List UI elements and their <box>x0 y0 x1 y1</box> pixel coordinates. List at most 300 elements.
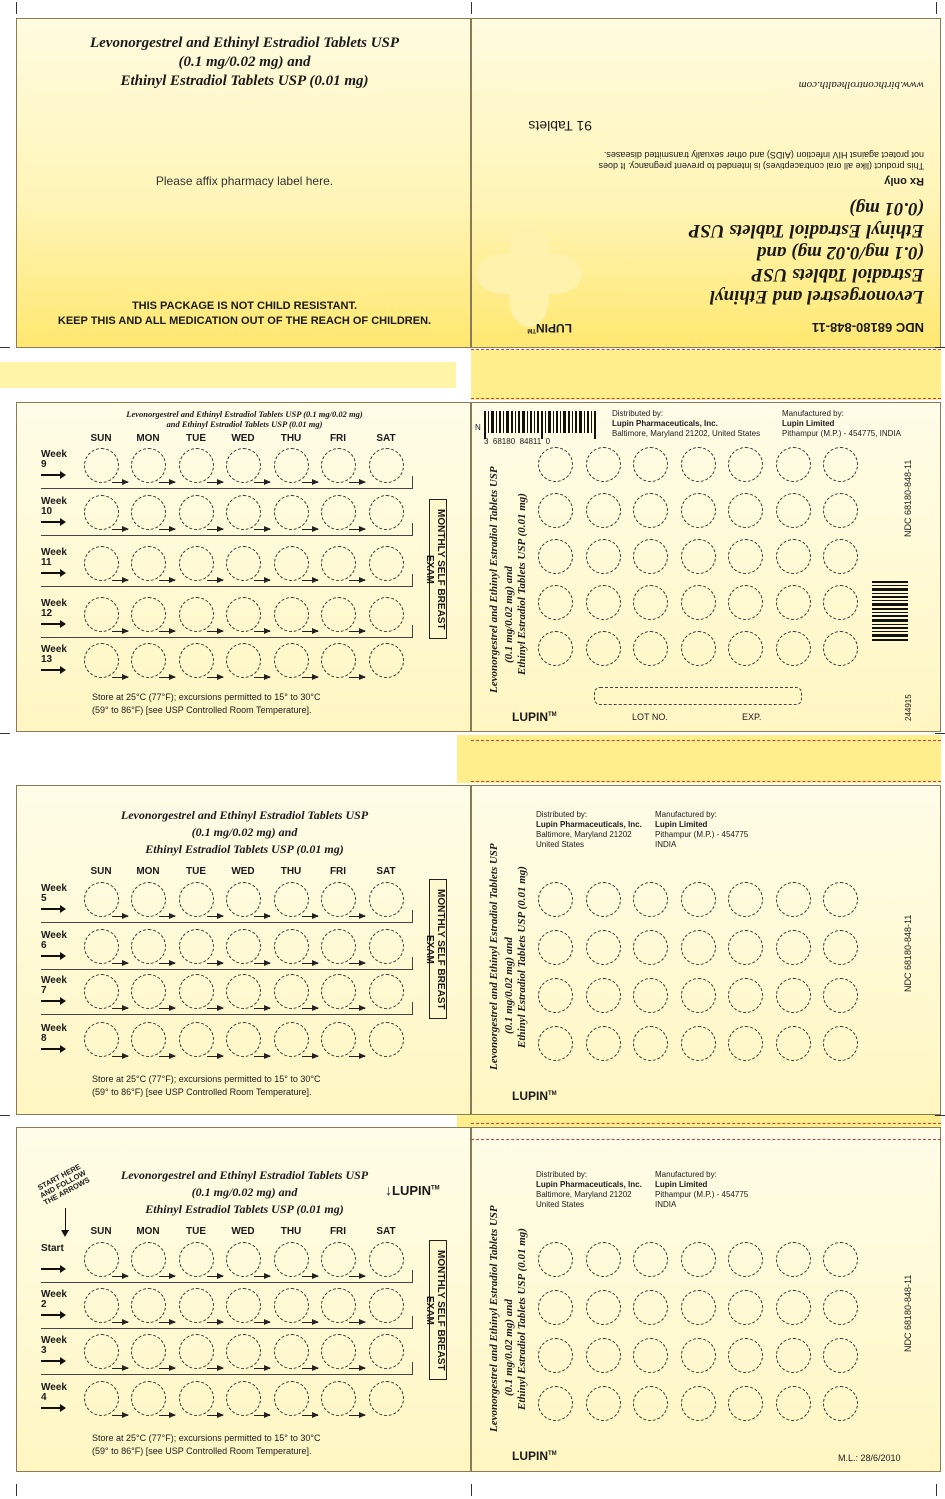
blister-slot <box>823 978 858 1013</box>
day-arrow-icon <box>207 580 223 581</box>
pill-day-slot[interactable] <box>321 643 356 678</box>
crop-mark <box>935 733 945 734</box>
day-arrow-icon <box>302 1276 318 1277</box>
pill-day-slot[interactable] <box>84 1334 119 1369</box>
row-divider-vertical <box>412 1362 413 1374</box>
pill-day-slot[interactable] <box>84 495 119 530</box>
pill-day-slot[interactable] <box>226 882 261 917</box>
blister-slot <box>633 978 668 1013</box>
day-arrow-icon <box>254 1368 270 1369</box>
card1-bse-label: MONTHLY SELF BREAST EXAM <box>429 1240 447 1380</box>
start-here-arrowhead <box>61 1230 69 1237</box>
week-label: Week 9 <box>41 449 67 470</box>
pill-day-slot[interactable] <box>131 1334 166 1369</box>
pill-day-slot[interactable] <box>179 1334 214 1369</box>
blister-slot <box>823 585 858 620</box>
upside-lupin-tm: TM <box>527 327 536 333</box>
row-divider <box>41 488 413 489</box>
blister-slot <box>776 585 811 620</box>
pill-day-slot[interactable] <box>131 546 166 581</box>
pill-day-slot[interactable] <box>321 974 356 1009</box>
c1-distributor-name: Lupin Pharmaceuticals, Inc. <box>536 1180 642 1189</box>
card2-back-logo <box>512 1089 557 1103</box>
card1-back-logo-text: LUPIN <box>512 1449 548 1463</box>
upside-tablet-count: 91 Tablets <box>528 118 592 134</box>
pill-day-slot[interactable] <box>131 1288 166 1323</box>
week-label: Week 11 <box>41 547 67 568</box>
blister-slot <box>681 930 716 965</box>
blister-slot <box>633 539 668 574</box>
barcode-bars <box>484 411 602 439</box>
child-warning-line2: KEEP THIS AND ALL MEDICATION OUT OF THE REACH OF CHILDREN. <box>57 315 432 327</box>
pill-day-slot[interactable] <box>369 1242 404 1277</box>
blister-slot <box>776 1338 811 1373</box>
pill-day-slot[interactable] <box>131 882 166 917</box>
week-arrow-icon <box>41 1268 63 1270</box>
day-arrow-icon <box>207 1056 223 1057</box>
row-divider-vertical <box>412 625 413 637</box>
pill-day-slot[interactable] <box>274 1242 309 1277</box>
card2-back-panel <box>471 785 941 1115</box>
pill-day-slot[interactable] <box>274 1334 309 1369</box>
pill-day-slot[interactable] <box>369 1334 404 1369</box>
pill-day-slot[interactable] <box>321 1334 356 1369</box>
day-arrow-icon <box>254 1056 270 1057</box>
exp-label: EXP. <box>742 712 762 722</box>
pill-day-slot[interactable] <box>226 1022 261 1057</box>
pill-day-slot[interactable] <box>274 1288 309 1323</box>
card2-calendar-panel <box>16 785 471 1115</box>
pill-day-slot[interactable] <box>84 643 119 678</box>
day-arrow-icon <box>349 916 365 917</box>
day-arrow-icon <box>159 677 175 678</box>
row-divider <box>41 922 413 923</box>
upside-name-line5: (0.01 mg) <box>849 198 924 219</box>
c1-manufacturer-addr2: INDIA <box>655 1200 677 1209</box>
blister-slot <box>776 493 811 528</box>
blister-slot <box>633 447 668 482</box>
day-arrow-icon <box>112 1368 128 1369</box>
day-arrow-icon <box>112 1056 128 1057</box>
day-arrow-icon <box>254 482 270 483</box>
day-arrow-icon <box>112 631 128 632</box>
day-arrow-icon <box>302 916 318 917</box>
blister-slot <box>728 493 763 528</box>
day-arrow-icon <box>302 1008 318 1009</box>
day-header-thu: THU <box>280 866 302 877</box>
day-arrow-icon <box>207 482 223 483</box>
cut-line-5 <box>471 1123 941 1124</box>
crop-mark <box>471 2 472 14</box>
card2-storage-line2: (59° to 86°F) [see USP Controlled Room Temperature]. <box>92 1087 312 1097</box>
side-barcode <box>872 581 908 643</box>
blister-slot <box>823 882 858 917</box>
day-arrow-icon <box>159 1276 175 1277</box>
pill-day-slot[interactable] <box>84 1022 119 1057</box>
card2-back-ndc: NDC 68180-848-11 <box>903 914 913 992</box>
day-arrow-icon <box>254 963 270 964</box>
blister-slot <box>823 631 858 666</box>
card3-back-logo-tm: TM <box>548 712 557 718</box>
c1-manufacturer-name: Lupin Limited <box>655 1180 708 1189</box>
manufacturer-name: Lupin Limited <box>782 419 835 428</box>
day-header-mon: MON <box>136 866 160 877</box>
day-arrow-icon <box>302 1368 318 1369</box>
pill-day-slot[interactable] <box>369 597 404 632</box>
blister-slot <box>823 1386 858 1421</box>
day-arrow-icon <box>112 1276 128 1277</box>
crop-mark <box>936 1484 937 1496</box>
week-arrow-icon <box>41 572 63 574</box>
manufactured-label: Manufactured by: <box>782 409 844 418</box>
pill-day-slot[interactable] <box>179 448 214 483</box>
pill-day-slot[interactable] <box>321 1022 356 1057</box>
card1-back-title1: Levonorgestrel and Ethinyl Estradiol Tablets USP <box>488 1205 500 1432</box>
card1-back-ndc: NDC 68180-848-11 <box>903 1274 913 1352</box>
day-arrow-icon <box>302 1415 318 1416</box>
pill-day-slot[interactable] <box>226 448 261 483</box>
blister-slot <box>681 1290 716 1325</box>
c1-distributed-label: Distributed by: <box>536 1170 588 1179</box>
blister-slot <box>586 1338 621 1373</box>
day-arrow-icon <box>207 1008 223 1009</box>
row-divider-vertical <box>412 1002 413 1014</box>
pill-day-slot[interactable] <box>84 974 119 1009</box>
row-divider-vertical <box>412 574 413 586</box>
day-arrow-icon <box>207 1322 223 1323</box>
day-header-fri: FRI <box>329 433 347 444</box>
pill-day-slot[interactable] <box>369 1381 404 1416</box>
row-divider <box>41 535 413 536</box>
day-arrow-icon <box>254 1276 270 1277</box>
pill-day-slot[interactable] <box>84 1381 119 1416</box>
blister-slot <box>728 585 763 620</box>
day-arrow-icon <box>207 529 223 530</box>
upside-name-line1: Levonorgestrel and Ethinyl <box>709 286 924 307</box>
pill-day-slot[interactable] <box>131 974 166 1009</box>
blister-slot <box>728 1242 763 1277</box>
blister-slot <box>728 1386 763 1421</box>
side-barcode-bars <box>872 581 908 643</box>
card3-back-ndc: NDC 68180-848-11 <box>903 459 913 537</box>
card3-title-line1: Levonorgestrel and Ethinyl Estradiol Tablets USP (0.1 mg/0.02 mg) <box>126 409 363 419</box>
blister-slot <box>823 1242 858 1277</box>
day-arrow-icon <box>112 1008 128 1009</box>
blister-slot <box>728 1290 763 1325</box>
crop-mark <box>935 1115 945 1116</box>
day-arrow-icon <box>302 580 318 581</box>
pill-day-slot[interactable] <box>369 448 404 483</box>
blister-slot <box>823 447 858 482</box>
pill-day-slot[interactable] <box>274 495 309 530</box>
pill-day-slot[interactable] <box>274 597 309 632</box>
day-header-thu: THU <box>280 1226 302 1237</box>
blister-slot <box>728 447 763 482</box>
pill-day-slot[interactable] <box>84 929 119 964</box>
pill-day-slot[interactable] <box>84 597 119 632</box>
pill-day-slot[interactable] <box>274 546 309 581</box>
pill-day-slot[interactable] <box>131 597 166 632</box>
pill-day-slot[interactable] <box>179 1242 214 1277</box>
pill-day-slot[interactable] <box>274 1381 309 1416</box>
pill-day-slot[interactable] <box>226 495 261 530</box>
day-header-mon: MON <box>136 1226 160 1237</box>
row-divider-vertical <box>412 957 413 969</box>
pill-day-slot[interactable] <box>369 1288 404 1323</box>
blister-slot <box>728 539 763 574</box>
upside-name-line2: Estradiol Tablets USP <box>751 264 924 285</box>
day-arrow-icon <box>302 963 318 964</box>
day-header-wed: WED <box>231 866 255 877</box>
blister-slot <box>538 1386 573 1421</box>
day-header-sat: SAT <box>376 866 396 877</box>
pill-day-slot[interactable] <box>226 546 261 581</box>
blister-slot <box>538 1026 573 1061</box>
upside-lupin-logo <box>527 321 572 335</box>
pill-day-slot[interactable] <box>179 1022 214 1057</box>
pill-day-slot[interactable] <box>84 448 119 483</box>
pill-day-slot[interactable] <box>369 974 404 1009</box>
day-arrow-icon <box>159 1008 175 1009</box>
pill-day-slot[interactable] <box>179 546 214 581</box>
blister-slot <box>538 631 573 666</box>
pill-day-slot[interactable] <box>369 546 404 581</box>
blister-slot <box>633 882 668 917</box>
week-arrow-icon <box>41 1048 63 1050</box>
blister-slot <box>776 1386 811 1421</box>
pill-day-slot[interactable] <box>131 1022 166 1057</box>
crop-mark <box>16 1484 17 1496</box>
day-arrow-icon <box>349 1415 365 1416</box>
blister-slot <box>776 539 811 574</box>
pill-day-slot[interactable] <box>179 643 214 678</box>
blister-slot <box>538 1242 573 1277</box>
day-arrow-icon <box>349 482 365 483</box>
card1-title-line3: Ethinyl Estradiol Tablets USP (0.01 mg) <box>145 1202 344 1216</box>
upside-name-line3: (0.1 mg/0.02 mg) and <box>756 242 924 263</box>
pill-day-slot[interactable] <box>321 597 356 632</box>
pill-day-slot[interactable] <box>369 1022 404 1057</box>
card3-back-title1: Levonorgestrel and Ethinyl Estradiol Tablets USP <box>488 466 500 693</box>
distributed-label: Distributed by: <box>612 409 664 418</box>
pill-day-slot[interactable] <box>321 882 356 917</box>
pill-day-slot[interactable] <box>131 495 166 530</box>
blister-slot <box>633 930 668 965</box>
card3-back-code: 244915 <box>904 694 913 721</box>
day-arrow-icon <box>254 1415 270 1416</box>
pill-day-slot[interactable] <box>226 643 261 678</box>
day-arrow-icon <box>349 631 365 632</box>
blister-slot <box>681 585 716 620</box>
blister-slot <box>728 1338 763 1373</box>
blister-slot <box>586 1026 621 1061</box>
upside-rx: Rx only <box>884 175 924 187</box>
upside-lupin-text: LUPIN <box>536 321 572 335</box>
blister-slot <box>776 1290 811 1325</box>
blister-slot <box>728 930 763 965</box>
pill-day-slot[interactable] <box>84 546 119 581</box>
card2-back-title3: Ethinyl Estradiol Tablets USP (0.01 mg) <box>516 866 528 1048</box>
card1-title-line2: (0.1 mg/0.02 mg) and <box>191 1185 298 1199</box>
day-arrow-icon <box>349 529 365 530</box>
card2-title-line2: (0.1 mg/0.02 mg) and <box>191 825 298 839</box>
row-divider-vertical <box>412 910 413 922</box>
distributor-address: Baltimore, Maryland 21202, United States <box>612 429 761 438</box>
upside-disclaimer1: This product (like all oral contraceptives) is intended to prevent pregnancy. It does <box>598 161 924 171</box>
day-arrow-icon <box>254 529 270 530</box>
pill-day-slot[interactable] <box>179 882 214 917</box>
card3-back-title3: Ethinyl Estradiol Tablets USP (0.01 mg) <box>516 493 528 675</box>
week-label: Week 12 <box>41 598 67 619</box>
day-arrow-icon <box>112 963 128 964</box>
c2-manufacturer-addr1: Pithampur (M.P.) - 454775 <box>655 830 749 839</box>
pill-day-slot[interactable] <box>321 1381 356 1416</box>
card3-back-logo <box>512 710 557 724</box>
card3-storage-line1: Store at 25°C (77°F); excursions permitted to 15° to 30°C <box>92 692 321 702</box>
week-label: Week 2 <box>41 1289 67 1310</box>
pill-day-slot[interactable] <box>274 1022 309 1057</box>
blister-slot <box>586 1242 621 1277</box>
blister-slot <box>538 493 573 528</box>
blister-slot <box>728 1026 763 1061</box>
blister-slot <box>586 1386 621 1421</box>
pill-day-slot[interactable] <box>179 597 214 632</box>
pill-day-slot[interactable] <box>226 1334 261 1369</box>
pill-day-slot[interactable] <box>274 448 309 483</box>
day-header-sat: SAT <box>376 433 396 444</box>
day-arrow-icon <box>302 529 318 530</box>
pill-day-slot[interactable] <box>321 1288 356 1323</box>
flap-strip-left1 <box>0 362 456 388</box>
pill-day-slot[interactable] <box>369 882 404 917</box>
pill-day-slot[interactable] <box>274 882 309 917</box>
pill-day-slot[interactable] <box>274 643 309 678</box>
week-arrow-icon <box>41 1360 63 1362</box>
day-arrow-icon <box>254 1322 270 1323</box>
blister-slot <box>823 1290 858 1325</box>
crop-mark <box>0 347 10 348</box>
c2-distributor-addr2: United States <box>536 840 585 849</box>
week-arrow-icon <box>41 1407 63 1409</box>
day-header-sun: SUN <box>90 1226 112 1237</box>
card3-back-logo-text: LUPIN <box>512 710 548 724</box>
child-warning-line1: THIS PACKAGE IS NOT CHILD RESISTANT. <box>131 300 358 312</box>
blister-slot <box>633 1338 668 1373</box>
pill-day-slot[interactable] <box>84 882 119 917</box>
pill-day-slot[interactable] <box>369 495 404 530</box>
pill-day-slot[interactable] <box>84 1242 119 1277</box>
blister-slot <box>633 1242 668 1277</box>
pill-day-slot[interactable] <box>131 1242 166 1277</box>
c1-distributor-addr1: Baltimore, Maryland 21202 <box>536 1190 632 1199</box>
day-arrow-icon <box>302 1056 318 1057</box>
blister-slot <box>681 1338 716 1373</box>
day-header-thu: THU <box>280 433 302 444</box>
pill-day-slot[interactable] <box>226 1381 261 1416</box>
upside-website: www.birthcontrolhealth.com <box>798 79 924 91</box>
day-arrow-icon <box>254 1008 270 1009</box>
pill-day-slot[interactable] <box>321 929 356 964</box>
week-label: Week 8 <box>41 1023 67 1044</box>
pill-day-slot[interactable] <box>179 1381 214 1416</box>
card1-lupin-logo: ↓LUPIN™ <box>385 1182 440 1198</box>
blister-slot <box>681 1386 716 1421</box>
pill-day-slot[interactable] <box>179 1288 214 1323</box>
day-arrow-icon <box>112 677 128 678</box>
day-arrow-icon <box>112 580 128 581</box>
day-arrow-icon <box>254 916 270 917</box>
pill-day-slot[interactable] <box>274 974 309 1009</box>
crop-mark <box>935 347 945 348</box>
pill-day-slot[interactable] <box>369 643 404 678</box>
week-arrow-icon <box>41 908 63 910</box>
pill-day-slot[interactable] <box>131 929 166 964</box>
flap-strip-right2 <box>457 735 941 783</box>
week-label: Week 3 <box>41 1335 67 1356</box>
day-header-tue: TUE <box>186 1226 206 1237</box>
week-label: Start <box>41 1243 64 1254</box>
start-here-arrow <box>65 1208 66 1232</box>
pill-day-slot[interactable] <box>321 448 356 483</box>
blister-slot <box>633 1290 668 1325</box>
pill-day-slot[interactable] <box>226 929 261 964</box>
day-header-wed: WED <box>231 433 255 444</box>
blister-slot <box>633 1386 668 1421</box>
blister-slot <box>776 978 811 1013</box>
pill-day-slot[interactable] <box>226 597 261 632</box>
pill-day-slot[interactable] <box>131 448 166 483</box>
blister-slot <box>538 539 573 574</box>
blister-slot <box>681 539 716 574</box>
c2-distributed-label: Distributed by: <box>536 810 588 819</box>
week-label: Week 6 <box>41 930 67 951</box>
blister-slot <box>538 1338 573 1373</box>
pill-day-slot[interactable] <box>179 495 214 530</box>
pill-day-slot[interactable] <box>274 929 309 964</box>
blister-slot <box>633 1026 668 1061</box>
pill-day-slot[interactable] <box>321 1242 356 1277</box>
lot-exp-box[interactable] <box>594 687 802 705</box>
blister-slot <box>586 1290 621 1325</box>
pill-day-slot[interactable] <box>369 929 404 964</box>
card1-lupin-tm: TM <box>431 1185 440 1192</box>
pill-day-slot[interactable] <box>131 1381 166 1416</box>
pill-day-slot[interactable] <box>321 495 356 530</box>
card3-back-panel <box>471 402 941 732</box>
cover-title-line3: Ethinyl Estradiol Tablets USP (0.01 mg) <box>120 73 369 89</box>
pill-day-slot[interactable] <box>226 1242 261 1277</box>
c2-distributor-addr1: Baltimore, Maryland 21202 <box>536 830 632 839</box>
pill-day-slot[interactable] <box>226 1288 261 1323</box>
day-arrow-icon <box>207 677 223 678</box>
front-cover-panel <box>16 18 471 348</box>
card2-title-line3: Ethinyl Estradiol Tablets USP (0.01 mg) <box>145 842 344 856</box>
pill-day-slot[interactable] <box>84 1288 119 1323</box>
day-arrow-icon <box>159 529 175 530</box>
pill-day-slot[interactable] <box>179 974 214 1009</box>
day-arrow-icon <box>112 529 128 530</box>
week-arrow-icon <box>41 955 63 957</box>
pill-day-slot[interactable] <box>226 974 261 1009</box>
pill-day-slot[interactable] <box>179 929 214 964</box>
pill-day-slot[interactable] <box>321 546 356 581</box>
blister-slot <box>586 585 621 620</box>
day-arrow-icon <box>207 1415 223 1416</box>
day-arrow-icon <box>302 677 318 678</box>
week-arrow-icon <box>41 1000 63 1002</box>
week-label: Week 4 <box>41 1382 67 1403</box>
pill-day-slot[interactable] <box>131 643 166 678</box>
